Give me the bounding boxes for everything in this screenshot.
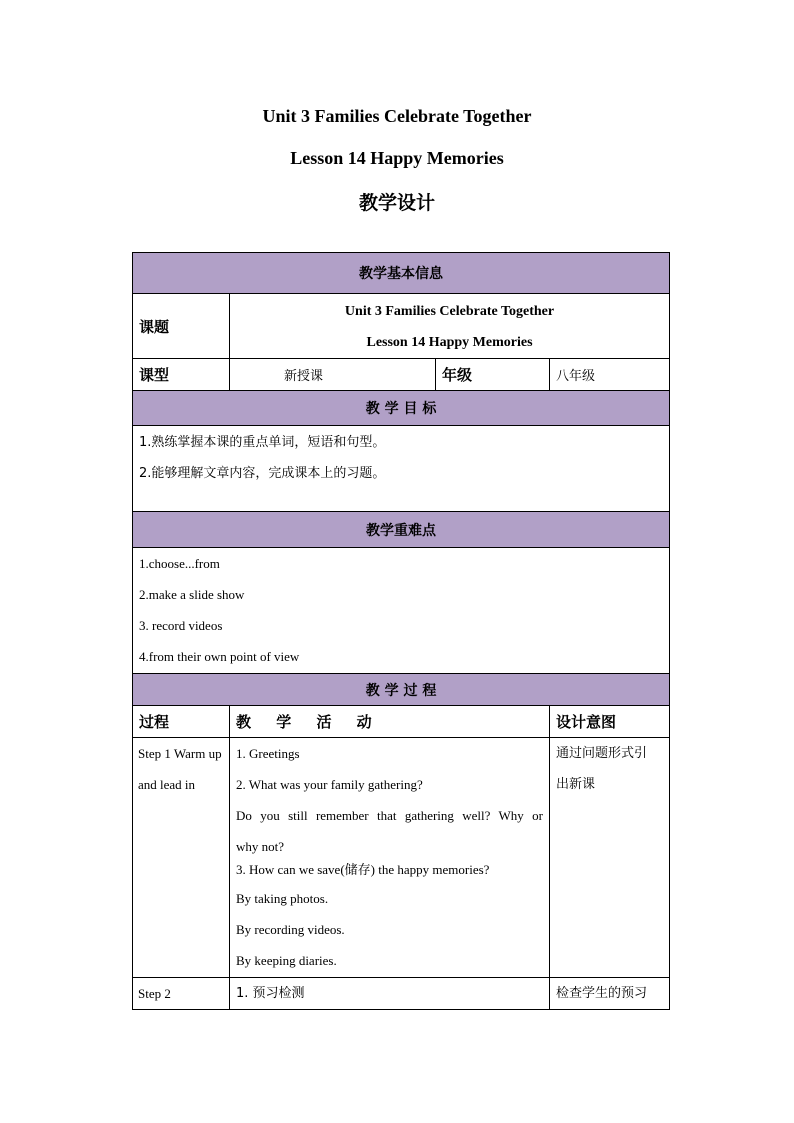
process-heading: 教 学 过 程 (133, 674, 670, 706)
objectives-content (133, 426, 670, 512)
column-header-activity: 教 学 活 动 (230, 706, 550, 738)
basic-info-heading: 教学基本信息 (133, 253, 670, 294)
basic-info-header-row (133, 253, 670, 294)
key-point-item: 2.make a slide show (139, 587, 245, 602)
document-type: 教学设计 (358, 192, 435, 214)
type-value: 新授课 (230, 359, 436, 391)
activity-line: 2. What was your family gathering? (236, 777, 423, 792)
activity-cell (230, 978, 550, 1010)
objectives-header-row (133, 391, 670, 426)
activity-line: By recording videos. (236, 922, 345, 937)
activity-line: Do you still remember that gathering well? Why or (236, 808, 543, 823)
intent-line: 通过问题形式引 (556, 746, 648, 761)
step-line: Step 2 (138, 986, 171, 1001)
document-title: Unit 3 Families Celebrate Together (262, 106, 532, 126)
objectives-row (133, 426, 670, 512)
process-columns-row (133, 706, 670, 738)
activity-cell (230, 738, 550, 978)
activity-line: 3. How can we save(储存) the happy memories? (236, 862, 490, 877)
process-step-row (133, 978, 670, 1010)
intent-line: 出新课 (556, 777, 596, 792)
column-header-intent: 设计意图 (550, 706, 670, 738)
key-point-item: 3. record videos (139, 618, 223, 633)
topic-row (133, 294, 670, 359)
key-point-item: 4.from their own point of view (139, 649, 300, 664)
topic-label: 课题 (133, 294, 230, 359)
process-step-row (133, 738, 670, 978)
step-cell (133, 978, 230, 1010)
objectives-heading: 教 学 目 标 (133, 391, 670, 426)
step-cell (133, 738, 230, 978)
type-row (133, 359, 670, 391)
step-line: Step 1 Warm up (138, 746, 222, 761)
column-header-step: 过程 (133, 706, 230, 738)
document-subtitle: Lesson 14 Happy Memories (290, 148, 504, 168)
key-points-header-row (133, 512, 670, 548)
grade-value: 八年级 (550, 359, 670, 391)
topic-value (230, 294, 670, 359)
step-line: and lead in (138, 777, 196, 792)
intent-line: 检查学生的预习 (556, 986, 648, 1001)
lesson-plan-table (132, 252, 670, 1010)
key-points-content (133, 548, 670, 674)
topic-line-1: Unit 3 Families Celebrate Together (344, 304, 555, 319)
activity-line: By keeping diaries. (236, 953, 337, 968)
topic-line-2: Lesson 14 Happy Memories (366, 335, 533, 350)
intent-cell (550, 738, 670, 978)
activity-line: why not? (236, 839, 285, 854)
objective-item: 1.熟练掌握本课的重点单词，短语和句型。 (139, 435, 386, 450)
key-points-heading: 教学重难点 (133, 512, 670, 548)
intent-cell (550, 978, 670, 1010)
objective-item: 2.能够理解文章内容，完成课本上的习题。 (139, 466, 386, 481)
grade-label: 年级 (436, 359, 550, 391)
activity-line: 1. 预习检测 (236, 986, 305, 1001)
type-label: 课型 (133, 359, 230, 391)
key-point-item: 1.choose...from (139, 556, 220, 571)
key-points-row (133, 548, 670, 674)
activity-line: By taking photos. (236, 891, 329, 906)
process-header-row (133, 674, 670, 706)
activity-line: 1. Greetings (236, 746, 300, 761)
